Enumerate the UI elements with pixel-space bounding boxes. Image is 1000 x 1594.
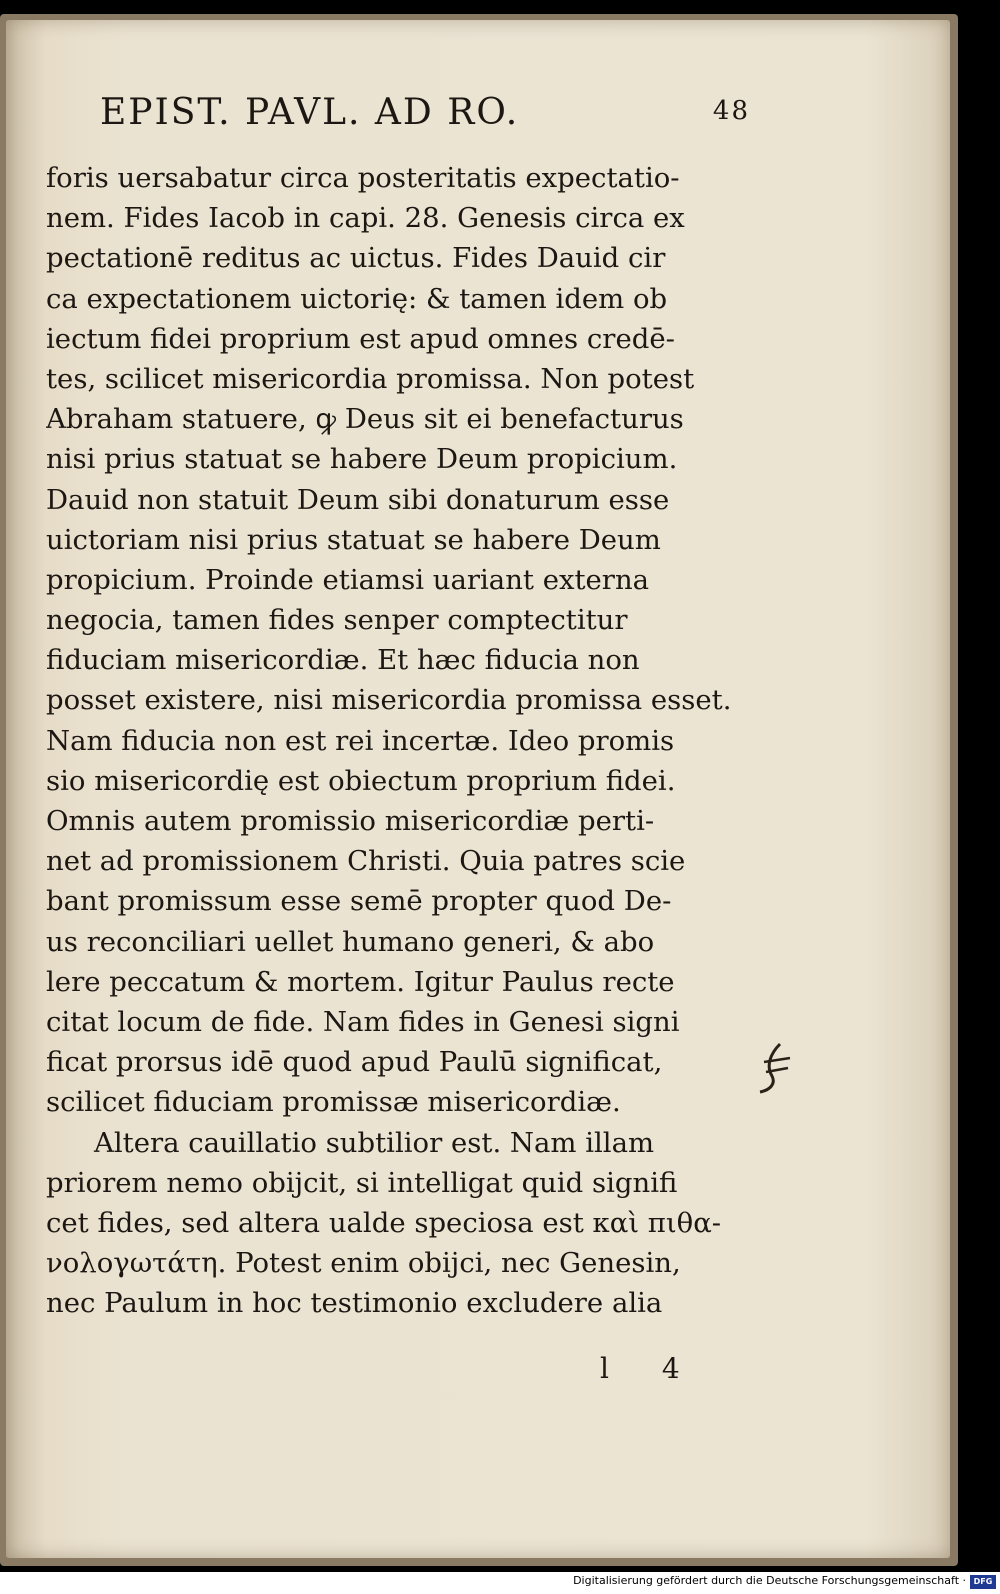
text-line: ca expectationem uictorię: & tamen idem ob (46, 282, 668, 315)
text-line: Abraham statuere, ꝙ Deus sit ei benefacturus (46, 403, 684, 436)
footer-credit: Digitalisierung gefördert durch die Deutsche Forschungsgemeinschaft · (573, 1574, 966, 1587)
handwritten-bracket-icon (752, 1040, 798, 1094)
text-line: lere peccatum & mortem. Igitur Paulus recte (46, 965, 675, 998)
text-line: Dauid non statuit Deum sibi donaturum esse (46, 483, 670, 516)
text-line: foris uersabatur circa posteritatis expectatio- (46, 162, 680, 194)
body-text (46, 158, 776, 1323)
signature-mark: l 4 (600, 1352, 702, 1385)
running-title: EPIST. PAVL. AD RO. (100, 92, 520, 133)
text-line: scilicet fiduciam promissæ misericordiæ. (46, 1086, 621, 1119)
running-header (100, 92, 750, 142)
text-line: citat locum de fide. Nam fides in Genesi signi (46, 1005, 680, 1038)
text-line: Omnis autem promissio misericordiæ perti- (46, 805, 655, 837)
text-line: sio misericordię est obiectum proprium fidei. (46, 764, 676, 797)
text-line: priorem nemo obijcit, si intelligat quid signifi (46, 1166, 678, 1199)
text-line: Altera cauillatio subtilior est. Nam illam (94, 1126, 655, 1159)
text-line: bant promissum esse semē propter quod De- (46, 885, 672, 918)
text-line: ficat prorsus idē quod apud Paulū significat, (46, 1046, 663, 1079)
text-line: Nam fiducia non est rei incertæ. Ideo promis (46, 724, 675, 757)
text-line: pectationē reditus ac uictus. Fides Dauid cir (46, 242, 666, 275)
text-line: iectum fidei proprium est apud omnes credē- (46, 322, 675, 355)
text-line: us reconciliari uellet humano generi, & abo (46, 925, 655, 958)
text-line: fiduciam misericordiæ. Et hæc fiducia non (46, 644, 640, 677)
text-line: uictoriam nisi prius statuat se habere Deum (46, 523, 661, 556)
text-line: nem. Fides Iacob in capi. 28. Genesis circa ex (46, 202, 685, 235)
text-line: tes, scilicet misericordia promissa. Non potest (46, 362, 695, 395)
text-line: propicium. Proinde etiamsi uariant externa (46, 563, 650, 596)
dfg-logo: DFG (970, 1575, 996, 1589)
text-line: nisi prius statuat se habere Deum propicium. (46, 443, 678, 476)
folio-number: 48 (712, 96, 750, 126)
text-line: posset existere, nisi misericordia promissa esset. (46, 684, 732, 717)
text-line: net ad promissionem Christi. Quia patres scie (46, 845, 686, 878)
text-line: nec Paulum in hoc testimonio excludere alia (46, 1287, 663, 1320)
text-line: νολογωτάτη. Potest enim obijci, nec Genesin, (46, 1247, 681, 1280)
text-line: negocia, tamen fides senper comptectitur (46, 604, 628, 637)
text-line: cet fides, sed altera ualde speciosa est καὶ πιθα- (46, 1206, 722, 1239)
